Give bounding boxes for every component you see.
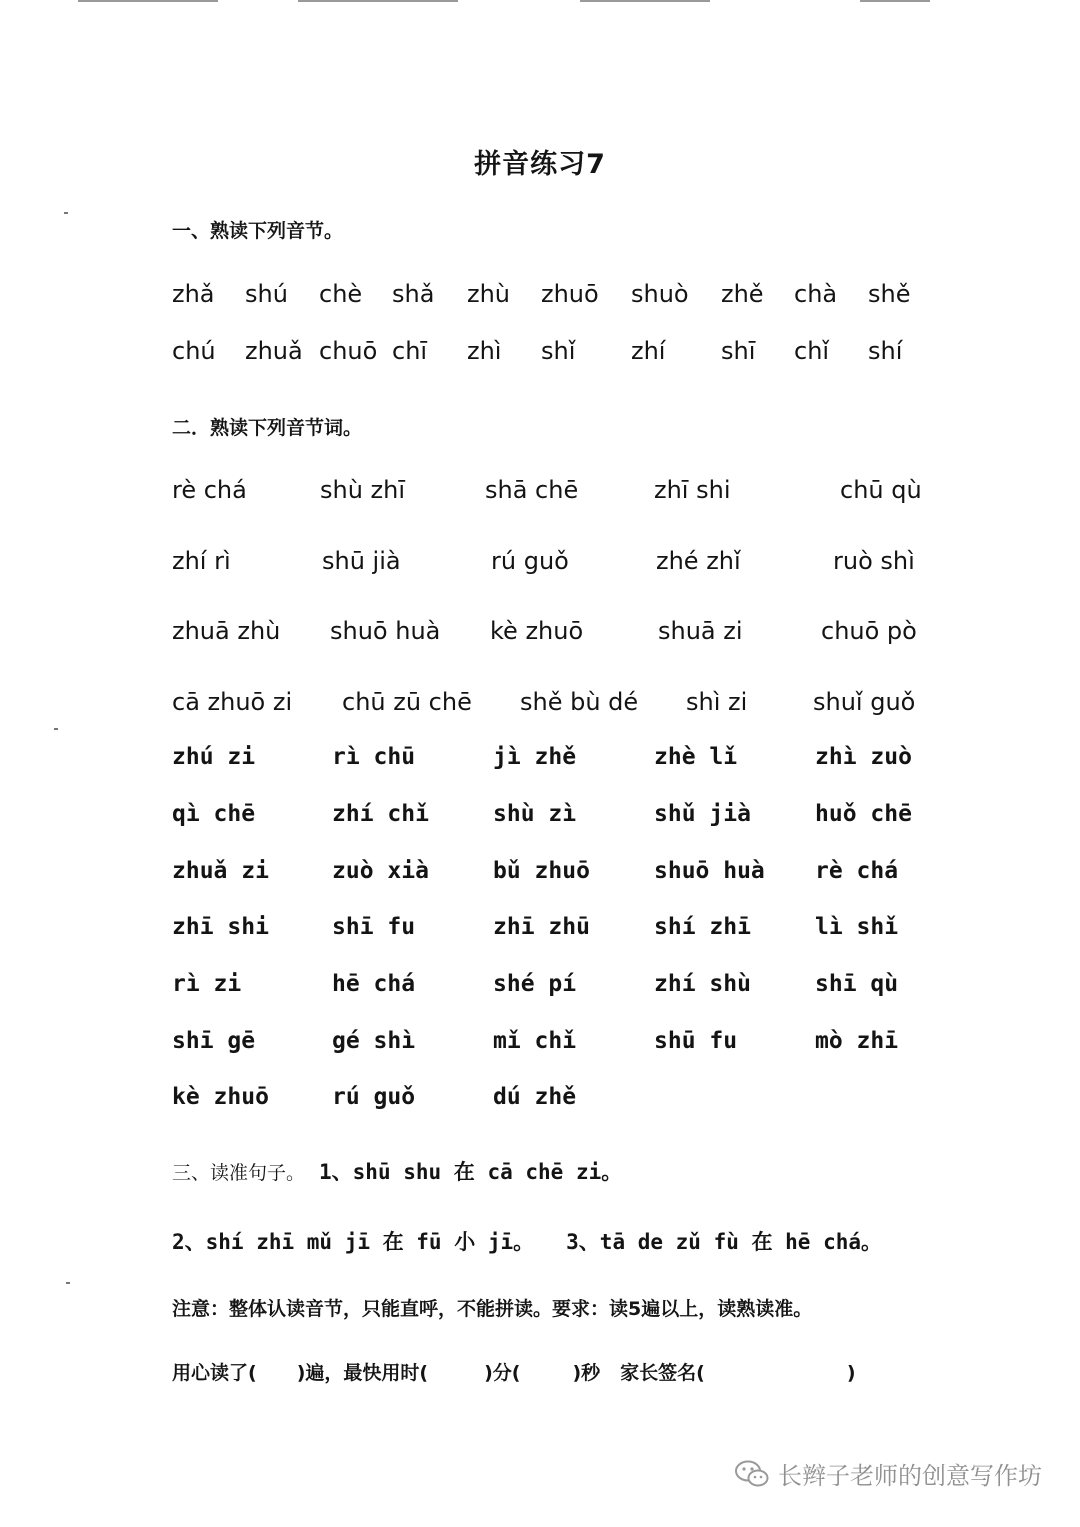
word: zhī shi [172,914,269,940]
watermark [734,1456,1042,1491]
word: hē chá [332,971,416,997]
scan-line [298,0,458,2]
word: shì zi [686,688,748,716]
syllable: shuò [631,280,689,308]
word: shuǐ guǒ [813,688,916,716]
parent-signature-label: 家长签名( [620,1362,705,1384]
syllable: chī [392,337,428,365]
word: shū jià [322,547,401,575]
word: shǔ jià [654,801,751,827]
word: bǔ zhuō [493,858,590,884]
syllable: chè [319,280,363,308]
word: shī qù [815,971,899,997]
syllable: chà [794,280,838,308]
syllable: zhù [467,280,511,308]
word: shuō huà [330,617,441,645]
scan-line [78,0,218,2]
word: zhé zhǐ [656,547,741,575]
word: shū fu [654,1028,738,1054]
record-minutes-label: )分( [484,1362,521,1384]
syllable: shǐ [541,337,576,365]
syllable: zhì [467,337,502,365]
word: rú guǒ [491,547,569,575]
syllable: chú [172,337,216,365]
word: ruò shì [833,547,915,575]
word: jì zhě [493,744,577,770]
word: lì shǐ [815,914,899,940]
scan-speck [64,212,68,214]
word: huǒ chē [815,801,912,827]
word: shù zì [493,801,577,827]
word: shí zhī [654,914,751,940]
word: rè chá [815,858,899,884]
word: zhè lǐ [654,744,738,770]
word: qì chē [172,801,256,827]
syllable: chǐ [794,337,830,365]
section3-heading: 三、读准句子。 [172,1162,306,1184]
word: gé shì [332,1028,416,1054]
word: shě bù dé [520,688,639,716]
syllable: shě [868,280,911,308]
wechat-icon [734,1459,770,1489]
word: zhī shi [654,476,731,504]
syllable: shǎ [392,280,435,308]
word: zhú zi [172,744,256,770]
sentence-3: 3、tā de zǔ fù 在 hē chá。 [566,1230,883,1254]
syllable: shí [868,337,903,365]
note-text: 注意：整体认读音节，只能直呼，不能拼读。要求：读5遍以上，读熟读准。 [172,1298,813,1320]
word: zhí chǐ [332,801,429,827]
syllable: zhuǎ [245,337,303,365]
word: dú zhě [493,1084,577,1110]
word: chuō pò [821,617,917,645]
word: rè chá [172,476,247,504]
section2-heading: 二．熟读下列音节词。 [172,417,363,439]
word: rì zi [172,971,242,997]
syllable: zhě [721,280,764,308]
word: kè zhuō [172,1084,269,1110]
syllable: shī [721,337,756,365]
scan-line [860,0,930,2]
word: shā chē [485,476,579,504]
word: shù zhī [320,476,406,504]
word: cā zhuō zi [172,688,293,716]
record-line [172,1358,856,1385]
syllable: zhí [631,337,666,365]
syllable: zhǎ [172,280,215,308]
word: chū zū chē [342,688,472,716]
word: shuō huà [654,858,765,884]
record-time-label: )遍，最快用时( [296,1362,429,1384]
watermark-text: 长辫子老师的创意写作坊 [778,1462,1042,1490]
word: shuā zi [658,617,743,645]
section3-line1 [172,1156,622,1186]
word: zhí shù [654,971,751,997]
word: rì chū [332,744,416,770]
word: zhuǎ zi [172,858,269,884]
word: shī gē [172,1028,256,1054]
word: zhuā zhù [172,617,281,645]
scan-speck [54,728,58,730]
section1-heading: 一、熟读下列音节。 [172,220,344,242]
word: zhī zhū [493,914,590,940]
scan-line [580,0,710,2]
word: mǐ chǐ [493,1028,577,1054]
sentence-1: 1、shū shu 在 cā chē zi。 [319,1160,623,1184]
record-read-count-label: 用心读了( [172,1362,257,1384]
word: zhí rì [172,547,231,575]
syllable: zhuō [541,280,599,308]
word: zuò xià [332,858,429,884]
syllable: chuō [319,337,378,365]
word: chū qù [840,476,922,504]
word: mò zhī [815,1028,899,1054]
sentence-2: 2、shí zhī mǔ jī 在 fū 小 jī。 [172,1230,535,1254]
word: shī fu [332,914,416,940]
record-close-paren: ) [846,1362,856,1384]
word: zhì zuò [815,744,912,770]
word: kè zhuō [490,617,584,645]
scan-speck [66,1282,70,1284]
section3-line2 [172,1226,882,1256]
syllable: shú [245,280,288,308]
word: rú guǒ [332,1084,416,1110]
record-seconds-label: )秒 [572,1362,601,1384]
page-title: 拼音练习7 [474,149,606,180]
word: shé pí [493,971,577,997]
